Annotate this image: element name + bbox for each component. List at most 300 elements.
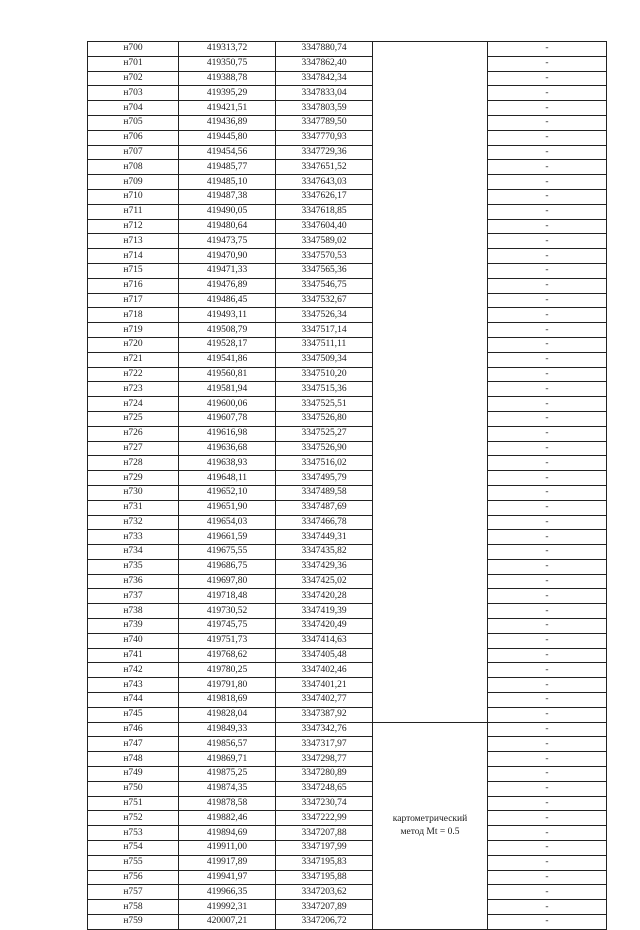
dash-cell: - bbox=[488, 56, 607, 71]
point-cell: н732 bbox=[88, 515, 179, 530]
dash-cell: - bbox=[488, 559, 607, 574]
y-coordinate-cell: 3347517,14 bbox=[276, 323, 373, 338]
point-cell: н729 bbox=[88, 471, 179, 486]
y-coordinate-cell: 3347248,65 bbox=[276, 781, 373, 796]
dash-cell: - bbox=[488, 633, 607, 648]
y-coordinate-cell: 3347516,02 bbox=[276, 456, 373, 471]
dash-cell: - bbox=[488, 101, 607, 116]
dash-cell: - bbox=[488, 367, 607, 382]
coordinates-table-body bbox=[88, 42, 607, 930]
point-cell: н746 bbox=[88, 722, 179, 737]
point-cell: н759 bbox=[88, 915, 179, 930]
table-row bbox=[88, 722, 607, 737]
y-coordinate-cell: 3347230,74 bbox=[276, 796, 373, 811]
dash-cell: - bbox=[488, 722, 607, 737]
x-coordinate-cell: 419638,93 bbox=[179, 456, 276, 471]
point-cell: н733 bbox=[88, 530, 179, 545]
x-coordinate-cell: 419856,57 bbox=[179, 737, 276, 752]
y-coordinate-cell: 3347565,36 bbox=[276, 263, 373, 278]
table-row bbox=[88, 323, 607, 338]
x-coordinate-cell: 419395,29 bbox=[179, 86, 276, 101]
point-cell: н713 bbox=[88, 234, 179, 249]
point-cell: н736 bbox=[88, 574, 179, 589]
point-cell: н756 bbox=[88, 870, 179, 885]
point-cell: н704 bbox=[88, 101, 179, 116]
y-coordinate-cell: 3347435,82 bbox=[276, 545, 373, 560]
method-text-line2: метод Mt = 0.5 bbox=[400, 826, 460, 837]
table-row bbox=[88, 115, 607, 130]
x-coordinate-cell: 419869,71 bbox=[179, 752, 276, 767]
x-coordinate-cell: 419454,56 bbox=[179, 145, 276, 160]
table-row bbox=[88, 589, 607, 604]
table-row bbox=[88, 545, 607, 560]
y-coordinate-cell: 3347222,99 bbox=[276, 811, 373, 826]
table-row bbox=[88, 293, 607, 308]
point-cell: н710 bbox=[88, 189, 179, 204]
dash-cell: - bbox=[488, 441, 607, 456]
x-coordinate-cell: 419541,86 bbox=[179, 352, 276, 367]
point-cell: н745 bbox=[88, 707, 179, 722]
table-row bbox=[88, 56, 607, 71]
point-cell: н700 bbox=[88, 42, 179, 57]
dash-cell: - bbox=[488, 426, 607, 441]
dash-cell: - bbox=[488, 175, 607, 190]
y-coordinate-cell: 3347626,17 bbox=[276, 189, 373, 204]
y-coordinate-cell: 3347803,59 bbox=[276, 101, 373, 116]
dash-cell: - bbox=[488, 204, 607, 219]
table-row bbox=[88, 885, 607, 900]
point-cell: н709 bbox=[88, 175, 179, 190]
y-coordinate-cell: 3347842,34 bbox=[276, 71, 373, 86]
dash-cell: - bbox=[488, 456, 607, 471]
point-cell: н714 bbox=[88, 249, 179, 264]
y-coordinate-cell: 3347317,97 bbox=[276, 737, 373, 752]
table-row bbox=[88, 737, 607, 752]
method-cell-upper bbox=[373, 42, 488, 723]
y-coordinate-cell: 3347195,88 bbox=[276, 870, 373, 885]
table-row bbox=[88, 204, 607, 219]
point-cell: н701 bbox=[88, 56, 179, 71]
point-cell: н708 bbox=[88, 160, 179, 175]
point-cell: н731 bbox=[88, 500, 179, 515]
x-coordinate-cell: 419651,90 bbox=[179, 500, 276, 515]
x-coordinate-cell: 419581,94 bbox=[179, 382, 276, 397]
dash-cell: - bbox=[488, 648, 607, 663]
table-row bbox=[88, 411, 607, 426]
dash-cell: - bbox=[488, 86, 607, 101]
y-coordinate-cell: 3347526,80 bbox=[276, 411, 373, 426]
y-coordinate-cell: 3347298,77 bbox=[276, 752, 373, 767]
table-row bbox=[88, 855, 607, 870]
x-coordinate-cell: 419486,45 bbox=[179, 293, 276, 308]
table-row bbox=[88, 441, 607, 456]
dash-cell: - bbox=[488, 589, 607, 604]
y-coordinate-cell: 3347589,02 bbox=[276, 234, 373, 249]
y-coordinate-cell: 3347651,52 bbox=[276, 160, 373, 175]
y-coordinate-cell: 3347515,36 bbox=[276, 382, 373, 397]
point-cell: н721 bbox=[88, 352, 179, 367]
dash-cell: - bbox=[488, 678, 607, 693]
point-cell: н730 bbox=[88, 485, 179, 500]
point-cell: н735 bbox=[88, 559, 179, 574]
x-coordinate-cell: 419745,75 bbox=[179, 619, 276, 634]
y-coordinate-cell: 3347203,62 bbox=[276, 885, 373, 900]
y-coordinate-cell: 3347532,67 bbox=[276, 293, 373, 308]
x-coordinate-cell: 419917,89 bbox=[179, 855, 276, 870]
y-coordinate-cell: 3347546,75 bbox=[276, 278, 373, 293]
x-coordinate-cell: 419436,89 bbox=[179, 115, 276, 130]
point-cell: н728 bbox=[88, 456, 179, 471]
table-row bbox=[88, 530, 607, 545]
table-row bbox=[88, 663, 607, 678]
dash-cell: - bbox=[488, 885, 607, 900]
y-coordinate-cell: 3347425,02 bbox=[276, 574, 373, 589]
point-cell: н755 bbox=[88, 855, 179, 870]
y-coordinate-cell: 3347197,99 bbox=[276, 841, 373, 856]
y-coordinate-cell: 3347833,04 bbox=[276, 86, 373, 101]
dash-cell: - bbox=[488, 752, 607, 767]
y-coordinate-cell: 3347195,83 bbox=[276, 855, 373, 870]
table-row bbox=[88, 189, 607, 204]
x-coordinate-cell: 419686,75 bbox=[179, 559, 276, 574]
dash-cell: - bbox=[488, 841, 607, 856]
dash-cell: - bbox=[488, 796, 607, 811]
dash-cell: - bbox=[488, 130, 607, 145]
dash-cell: - bbox=[488, 619, 607, 634]
point-cell: н748 bbox=[88, 752, 179, 767]
point-cell: н743 bbox=[88, 678, 179, 693]
point-cell: н712 bbox=[88, 219, 179, 234]
table-row bbox=[88, 337, 607, 352]
x-coordinate-cell: 419894,69 bbox=[179, 826, 276, 841]
point-cell: н705 bbox=[88, 115, 179, 130]
x-coordinate-cell: 419661,59 bbox=[179, 530, 276, 545]
y-coordinate-cell: 3347509,34 bbox=[276, 352, 373, 367]
y-coordinate-cell: 3347280,89 bbox=[276, 767, 373, 782]
dash-cell: - bbox=[488, 811, 607, 826]
dash-cell: - bbox=[488, 189, 607, 204]
y-coordinate-cell: 3347489,58 bbox=[276, 485, 373, 500]
point-cell: н720 bbox=[88, 337, 179, 352]
y-coordinate-cell: 3347643,03 bbox=[276, 175, 373, 190]
x-coordinate-cell: 419941,97 bbox=[179, 870, 276, 885]
y-coordinate-cell: 3347207,88 bbox=[276, 826, 373, 841]
dash-cell: - bbox=[488, 42, 607, 57]
dash-cell: - bbox=[488, 278, 607, 293]
y-coordinate-cell: 3347525,51 bbox=[276, 397, 373, 412]
table-row bbox=[88, 678, 607, 693]
dash-cell: - bbox=[488, 915, 607, 930]
table-row bbox=[88, 485, 607, 500]
dash-cell: - bbox=[488, 870, 607, 885]
point-cell: н734 bbox=[88, 545, 179, 560]
table-row bbox=[88, 633, 607, 648]
table-row bbox=[88, 278, 607, 293]
point-cell: н718 bbox=[88, 308, 179, 323]
point-cell: н742 bbox=[88, 663, 179, 678]
table-row bbox=[88, 249, 607, 264]
table-row bbox=[88, 145, 607, 160]
point-cell: н741 bbox=[88, 648, 179, 663]
x-coordinate-cell: 419471,33 bbox=[179, 263, 276, 278]
table-row bbox=[88, 796, 607, 811]
table-row bbox=[88, 367, 607, 382]
point-cell: н702 bbox=[88, 71, 179, 86]
method-text-line1: картометрический bbox=[392, 813, 468, 824]
y-coordinate-cell: 3347880,74 bbox=[276, 42, 373, 57]
x-coordinate-cell: 419875,25 bbox=[179, 767, 276, 782]
x-coordinate-cell: 419849,33 bbox=[179, 722, 276, 737]
dash-cell: - bbox=[488, 530, 607, 545]
table-row bbox=[88, 811, 607, 826]
dash-cell: - bbox=[488, 693, 607, 708]
dash-cell: - bbox=[488, 115, 607, 130]
point-cell: н716 bbox=[88, 278, 179, 293]
y-coordinate-cell: 3347429,36 bbox=[276, 559, 373, 574]
dash-cell: - bbox=[488, 263, 607, 278]
dash-cell: - bbox=[488, 855, 607, 870]
dash-cell: - bbox=[488, 515, 607, 530]
table-row bbox=[88, 382, 607, 397]
x-coordinate-cell: 419476,89 bbox=[179, 278, 276, 293]
dash-cell: - bbox=[488, 826, 607, 841]
dash-cell: - bbox=[488, 249, 607, 264]
x-coordinate-cell: 419485,77 bbox=[179, 160, 276, 175]
point-cell: н719 bbox=[88, 323, 179, 338]
point-cell: н703 bbox=[88, 86, 179, 101]
table-row bbox=[88, 619, 607, 634]
point-cell: н753 bbox=[88, 826, 179, 841]
y-coordinate-cell: 3347729,36 bbox=[276, 145, 373, 160]
point-cell: н744 bbox=[88, 693, 179, 708]
table-row bbox=[88, 42, 607, 57]
y-coordinate-cell: 3347387,92 bbox=[276, 707, 373, 722]
y-coordinate-cell: 3347419,39 bbox=[276, 604, 373, 619]
x-coordinate-cell: 419697,80 bbox=[179, 574, 276, 589]
x-coordinate-cell: 419487,38 bbox=[179, 189, 276, 204]
dash-cell: - bbox=[488, 337, 607, 352]
point-cell: н738 bbox=[88, 604, 179, 619]
dash-cell: - bbox=[488, 352, 607, 367]
x-coordinate-cell: 419636,68 bbox=[179, 441, 276, 456]
dash-cell: - bbox=[488, 737, 607, 752]
x-coordinate-cell: 419470,90 bbox=[179, 249, 276, 264]
point-cell: н752 bbox=[88, 811, 179, 826]
dash-cell: - bbox=[488, 397, 607, 412]
table-row bbox=[88, 870, 607, 885]
x-coordinate-cell: 419874,35 bbox=[179, 781, 276, 796]
x-coordinate-cell: 419882,46 bbox=[179, 811, 276, 826]
dash-cell: - bbox=[488, 471, 607, 486]
table-row bbox=[88, 456, 607, 471]
x-coordinate-cell: 419818,69 bbox=[179, 693, 276, 708]
point-cell: н758 bbox=[88, 900, 179, 915]
dash-cell: - bbox=[488, 604, 607, 619]
x-coordinate-cell: 419473,75 bbox=[179, 234, 276, 249]
point-cell: н724 bbox=[88, 397, 179, 412]
point-cell: н757 bbox=[88, 885, 179, 900]
x-coordinate-cell: 419654,03 bbox=[179, 515, 276, 530]
table-row bbox=[88, 900, 607, 915]
x-coordinate-cell: 419560,81 bbox=[179, 367, 276, 382]
x-coordinate-cell: 419768,62 bbox=[179, 648, 276, 663]
table-row bbox=[88, 86, 607, 101]
table-row bbox=[88, 130, 607, 145]
point-cell: н707 bbox=[88, 145, 179, 160]
dash-cell: - bbox=[488, 382, 607, 397]
y-coordinate-cell: 3347401,21 bbox=[276, 678, 373, 693]
dash-cell: - bbox=[488, 308, 607, 323]
x-coordinate-cell: 419911,00 bbox=[179, 841, 276, 856]
dash-cell: - bbox=[488, 293, 607, 308]
table-row bbox=[88, 648, 607, 663]
x-coordinate-cell: 419675,55 bbox=[179, 545, 276, 560]
point-cell: н706 bbox=[88, 130, 179, 145]
table-row bbox=[88, 426, 607, 441]
y-coordinate-cell: 3347570,53 bbox=[276, 249, 373, 264]
y-coordinate-cell: 3347207,89 bbox=[276, 900, 373, 915]
dash-cell: - bbox=[488, 500, 607, 515]
table-row bbox=[88, 471, 607, 486]
dash-cell: - bbox=[488, 71, 607, 86]
table-row bbox=[88, 693, 607, 708]
dash-cell: - bbox=[488, 219, 607, 234]
x-coordinate-cell: 419966,35 bbox=[179, 885, 276, 900]
x-coordinate-cell: 419751,73 bbox=[179, 633, 276, 648]
table-row bbox=[88, 604, 607, 619]
point-cell: н740 bbox=[88, 633, 179, 648]
table-row bbox=[88, 559, 607, 574]
table-row bbox=[88, 234, 607, 249]
table-row bbox=[88, 175, 607, 190]
dash-cell: - bbox=[488, 145, 607, 160]
point-cell: н725 bbox=[88, 411, 179, 426]
dash-cell: - bbox=[488, 234, 607, 249]
y-coordinate-cell: 3347789,50 bbox=[276, 115, 373, 130]
x-coordinate-cell: 419718,48 bbox=[179, 589, 276, 604]
point-cell: н754 bbox=[88, 841, 179, 856]
y-coordinate-cell: 3347770,93 bbox=[276, 130, 373, 145]
x-coordinate-cell: 419607,78 bbox=[179, 411, 276, 426]
point-cell: н726 bbox=[88, 426, 179, 441]
x-coordinate-cell: 419388,78 bbox=[179, 71, 276, 86]
point-cell: н739 bbox=[88, 619, 179, 634]
point-cell: н737 bbox=[88, 589, 179, 604]
table-row bbox=[88, 826, 607, 841]
x-coordinate-cell: 419600,06 bbox=[179, 397, 276, 412]
y-coordinate-cell: 3347402,46 bbox=[276, 663, 373, 678]
y-coordinate-cell: 3347420,49 bbox=[276, 619, 373, 634]
dash-cell: - bbox=[488, 160, 607, 175]
x-coordinate-cell: 419445,80 bbox=[179, 130, 276, 145]
table-row bbox=[88, 915, 607, 930]
coordinates-table bbox=[87, 41, 607, 930]
y-coordinate-cell: 3347206,72 bbox=[276, 915, 373, 930]
x-coordinate-cell: 420007,21 bbox=[179, 915, 276, 930]
dash-cell: - bbox=[488, 707, 607, 722]
dash-cell: - bbox=[488, 663, 607, 678]
y-coordinate-cell: 3347526,90 bbox=[276, 441, 373, 456]
y-coordinate-cell: 3347449,31 bbox=[276, 530, 373, 545]
x-coordinate-cell: 419493,11 bbox=[179, 308, 276, 323]
x-coordinate-cell: 419616,98 bbox=[179, 426, 276, 441]
table-row bbox=[88, 352, 607, 367]
point-cell: н727 bbox=[88, 441, 179, 456]
point-cell: н711 bbox=[88, 204, 179, 219]
x-coordinate-cell: 419791,80 bbox=[179, 678, 276, 693]
y-coordinate-cell: 3347862,40 bbox=[276, 56, 373, 71]
table-row bbox=[88, 263, 607, 278]
y-coordinate-cell: 3347466,78 bbox=[276, 515, 373, 530]
x-coordinate-cell: 419350,75 bbox=[179, 56, 276, 71]
table-row bbox=[88, 752, 607, 767]
point-cell: н717 bbox=[88, 293, 179, 308]
y-coordinate-cell: 3347487,69 bbox=[276, 500, 373, 515]
y-coordinate-cell: 3347511,11 bbox=[276, 337, 373, 352]
y-coordinate-cell: 3347420,28 bbox=[276, 589, 373, 604]
x-coordinate-cell: 419648,11 bbox=[179, 471, 276, 486]
y-coordinate-cell: 3347510,20 bbox=[276, 367, 373, 382]
point-cell: н751 bbox=[88, 796, 179, 811]
table-row bbox=[88, 71, 607, 86]
table-row bbox=[88, 574, 607, 589]
method-cell bbox=[373, 722, 488, 929]
x-coordinate-cell: 419490,05 bbox=[179, 204, 276, 219]
x-coordinate-cell: 419730,52 bbox=[179, 604, 276, 619]
x-coordinate-cell: 419421,51 bbox=[179, 101, 276, 116]
y-coordinate-cell: 3347604,40 bbox=[276, 219, 373, 234]
point-cell: н747 bbox=[88, 737, 179, 752]
y-coordinate-cell: 3347402,77 bbox=[276, 693, 373, 708]
table-row bbox=[88, 707, 607, 722]
dash-cell: - bbox=[488, 781, 607, 796]
dash-cell: - bbox=[488, 323, 607, 338]
y-coordinate-cell: 3347405,48 bbox=[276, 648, 373, 663]
x-coordinate-cell: 419878,58 bbox=[179, 796, 276, 811]
dash-cell: - bbox=[488, 411, 607, 426]
dash-cell: - bbox=[488, 485, 607, 500]
table-row bbox=[88, 515, 607, 530]
y-coordinate-cell: 3347414,63 bbox=[276, 633, 373, 648]
x-coordinate-cell: 419313,72 bbox=[179, 42, 276, 57]
point-cell: н722 bbox=[88, 367, 179, 382]
x-coordinate-cell: 419528,17 bbox=[179, 337, 276, 352]
x-coordinate-cell: 419480,64 bbox=[179, 219, 276, 234]
y-coordinate-cell: 3347525,27 bbox=[276, 426, 373, 441]
y-coordinate-cell: 3347618,85 bbox=[276, 204, 373, 219]
x-coordinate-cell: 419652,10 bbox=[179, 485, 276, 500]
dash-cell: - bbox=[488, 767, 607, 782]
table-row bbox=[88, 841, 607, 856]
table-row bbox=[88, 308, 607, 323]
table-row bbox=[88, 781, 607, 796]
dash-cell: - bbox=[488, 574, 607, 589]
table-row bbox=[88, 397, 607, 412]
dash-cell: - bbox=[488, 545, 607, 560]
point-cell: н750 bbox=[88, 781, 179, 796]
x-coordinate-cell: 419508,79 bbox=[179, 323, 276, 338]
x-coordinate-cell: 419780,25 bbox=[179, 663, 276, 678]
point-cell: н723 bbox=[88, 382, 179, 397]
y-coordinate-cell: 3347342,76 bbox=[276, 722, 373, 737]
table-row bbox=[88, 767, 607, 782]
y-coordinate-cell: 3347526,34 bbox=[276, 308, 373, 323]
x-coordinate-cell: 419828,04 bbox=[179, 707, 276, 722]
x-coordinate-cell: 419485,10 bbox=[179, 175, 276, 190]
point-cell: н715 bbox=[88, 263, 179, 278]
table-row bbox=[88, 101, 607, 116]
point-cell: н749 bbox=[88, 767, 179, 782]
